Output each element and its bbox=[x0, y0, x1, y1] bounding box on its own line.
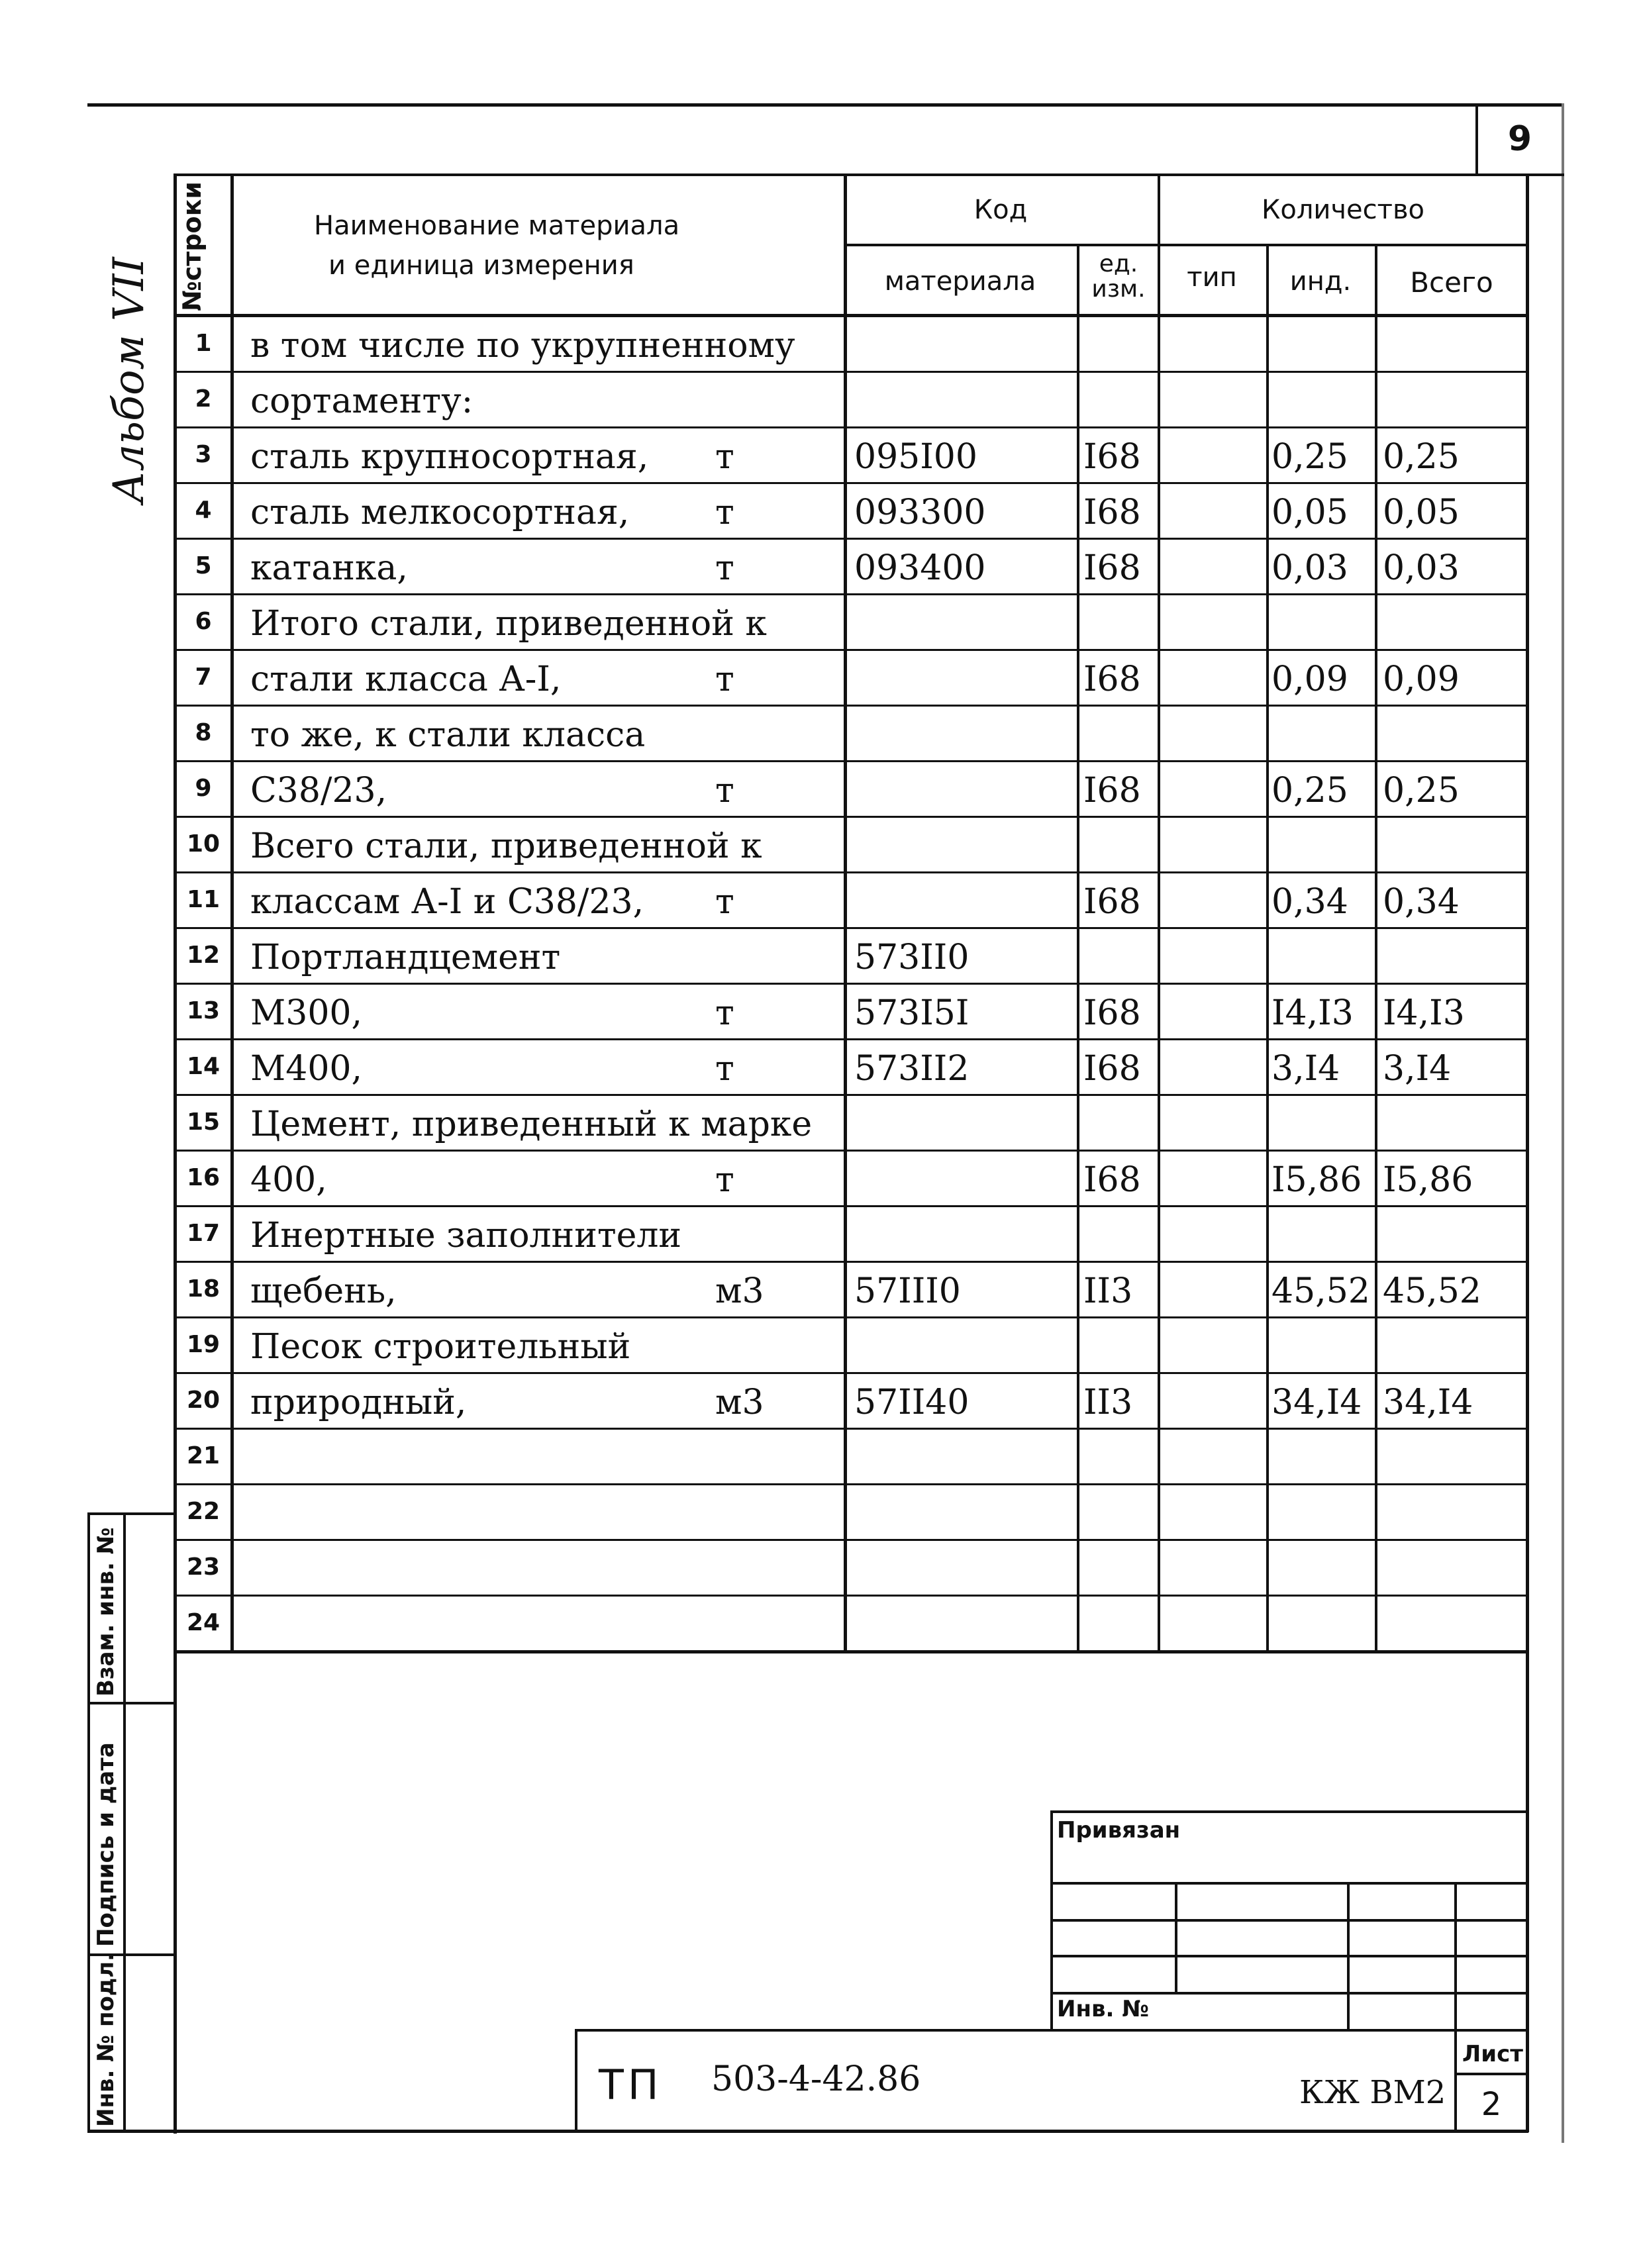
side-stamp-podpis: Подпись и дата bbox=[93, 1742, 119, 1947]
row-line bbox=[174, 871, 1526, 873]
row-line bbox=[174, 983, 1526, 985]
material-code: 573II2 bbox=[854, 1049, 970, 1089]
frame-bottom-line bbox=[87, 2130, 1528, 2133]
row-number: 6 bbox=[195, 608, 212, 635]
doc-code: КЖ ВМ2 bbox=[1299, 2074, 1446, 2111]
column-line bbox=[1158, 173, 1160, 1652]
header-code-unit: ед. изм. bbox=[1091, 250, 1146, 303]
header-bottom-line bbox=[174, 314, 1528, 317]
row-line bbox=[174, 482, 1526, 484]
row-line bbox=[174, 1650, 1526, 1653]
material-code: 573I5I bbox=[854, 993, 970, 1033]
material-unit: м3 bbox=[715, 1271, 764, 1311]
tp-number: 503-4-42.86 bbox=[711, 2059, 921, 2099]
header-top-line bbox=[174, 173, 1528, 176]
row-number: 12 bbox=[186, 942, 221, 969]
material-name: Песок строительный bbox=[250, 1327, 631, 1367]
privyazan-col2 bbox=[1347, 1882, 1350, 2032]
header-code-group: Код bbox=[973, 195, 1028, 225]
unit-code: I68 bbox=[1083, 882, 1141, 922]
material-name: С38/23, bbox=[250, 771, 387, 811]
side-stamp-left bbox=[87, 1512, 90, 2132]
album-label: Альбом VII bbox=[105, 257, 154, 503]
privyazan-top bbox=[1050, 1810, 1528, 1813]
row-number: 3 bbox=[195, 441, 212, 468]
qty-ind: 0,25 bbox=[1271, 437, 1348, 477]
row-line bbox=[174, 538, 1526, 540]
material-name: Итого стали, приведенной к bbox=[250, 604, 767, 644]
title-strip-top bbox=[575, 2029, 1528, 2032]
right-border-line bbox=[1562, 103, 1564, 2143]
header-subline bbox=[844, 244, 1528, 246]
header-name-line1: Наименование материала bbox=[314, 211, 680, 241]
column-line bbox=[230, 173, 234, 1652]
material-unit: т bbox=[715, 437, 734, 477]
row-number: 14 bbox=[186, 1053, 221, 1080]
material-name: Всего стали, приведенной к bbox=[250, 826, 762, 866]
row-number: 7 bbox=[195, 664, 212, 691]
material-unit: т bbox=[715, 993, 734, 1033]
column-line bbox=[844, 173, 847, 1652]
qty-total: 45,52 bbox=[1383, 1271, 1481, 1311]
column-line bbox=[1266, 244, 1269, 1652]
material-unit: т bbox=[715, 882, 734, 922]
qty-ind: 0,09 bbox=[1271, 660, 1348, 699]
material-code: 57III0 bbox=[854, 1271, 961, 1311]
row-number: 1 bbox=[195, 330, 212, 357]
unit-code: I68 bbox=[1083, 1160, 1141, 1200]
row-line bbox=[174, 649, 1526, 651]
material-name: сортаменту: bbox=[250, 381, 473, 421]
material-unit: т bbox=[715, 1049, 734, 1089]
column-line bbox=[1375, 244, 1377, 1652]
qty-ind: 34,I4 bbox=[1271, 1383, 1362, 1422]
material-code: 57II40 bbox=[854, 1383, 970, 1422]
material-unit: т bbox=[715, 548, 734, 588]
column-line bbox=[1077, 244, 1079, 1652]
row-line bbox=[174, 760, 1526, 762]
unit-code: I68 bbox=[1083, 493, 1141, 532]
header-code-material: материала bbox=[884, 266, 1036, 297]
inv-no-label: Инв. № bbox=[1057, 1996, 1150, 2022]
row-number: 19 bbox=[186, 1331, 221, 1358]
privyazan-col3 bbox=[1454, 1882, 1457, 1992]
unit-code: I68 bbox=[1083, 1049, 1141, 1089]
qty-total: 0,03 bbox=[1383, 548, 1460, 588]
row-number: 17 bbox=[186, 1220, 221, 1247]
material-name: сталь мелкосортная, bbox=[250, 493, 630, 532]
qty-ind: 0,03 bbox=[1271, 548, 1348, 588]
material-unit: т bbox=[715, 771, 734, 811]
qty-total: I4,I3 bbox=[1383, 993, 1465, 1033]
side-stamp-divider bbox=[123, 1512, 126, 2132]
qty-ind: 0,25 bbox=[1271, 771, 1348, 811]
material-code: 093300 bbox=[854, 493, 986, 532]
row-line bbox=[174, 371, 1526, 373]
qty-total: 3,I4 bbox=[1383, 1049, 1452, 1089]
qty-total: 0,09 bbox=[1383, 660, 1460, 699]
side-stamp-inv-podl: Инв. № подл. bbox=[93, 1952, 119, 2127]
row-number: 8 bbox=[195, 719, 212, 746]
header-qty-total: Всего bbox=[1410, 266, 1493, 299]
row-number: 16 bbox=[186, 1164, 221, 1191]
qty-total: 0,34 bbox=[1383, 882, 1460, 922]
title-strip-left bbox=[575, 2029, 577, 2132]
material-name: Инертные заполнители bbox=[250, 1216, 682, 1256]
row-number: 22 bbox=[186, 1498, 221, 1525]
unit-code: II3 bbox=[1083, 1271, 1133, 1311]
row-number: 15 bbox=[186, 1109, 221, 1136]
unit-code: I68 bbox=[1083, 993, 1141, 1033]
frame-right-line bbox=[1526, 173, 1529, 2132]
row-number: 13 bbox=[186, 997, 221, 1024]
qty-ind: I4,I3 bbox=[1271, 993, 1354, 1033]
material-unit: т bbox=[715, 1160, 734, 1200]
material-unit: т bbox=[715, 493, 734, 532]
sheet-label: Лист bbox=[1462, 2041, 1523, 2067]
material-name: стали класса А-I, bbox=[250, 660, 562, 699]
material-name: М400, bbox=[250, 1049, 363, 1089]
header-name-line2: и единица измерения bbox=[328, 250, 634, 281]
material-unit: т bbox=[715, 660, 734, 699]
row-line bbox=[174, 1038, 1526, 1040]
row-line bbox=[174, 1094, 1526, 1096]
row-line bbox=[174, 816, 1526, 818]
qty-total: 0,25 bbox=[1383, 771, 1460, 811]
qty-ind: 3,I4 bbox=[1271, 1049, 1340, 1089]
row-number: 9 bbox=[195, 775, 212, 802]
qty-ind: 45,52 bbox=[1271, 1271, 1370, 1311]
top-border-line bbox=[87, 103, 1564, 107]
row-number: 10 bbox=[186, 830, 221, 858]
row-number: 5 bbox=[195, 552, 212, 579]
side-stamp-sep1 bbox=[87, 1702, 176, 1704]
row-number: 21 bbox=[186, 1442, 221, 1469]
material-code: 093400 bbox=[854, 548, 986, 588]
side-stamp-top bbox=[87, 1512, 176, 1515]
qty-total: 34,I4 bbox=[1383, 1383, 1473, 1422]
material-name: щебень, bbox=[250, 1271, 397, 1311]
row-line bbox=[174, 1372, 1526, 1374]
material-name: сталь крупносортная, bbox=[250, 437, 649, 477]
row-line bbox=[174, 426, 1526, 428]
material-unit: м3 bbox=[715, 1383, 764, 1422]
material-name: природный, bbox=[250, 1383, 467, 1422]
side-stamp-vzam: Взам. инв. № bbox=[93, 1527, 119, 1697]
row-line bbox=[174, 593, 1526, 595]
privyazan-col1 bbox=[1175, 1882, 1177, 1992]
row-number: 2 bbox=[195, 385, 212, 413]
row-number: 11 bbox=[186, 886, 221, 913]
unit-code: I68 bbox=[1083, 548, 1141, 588]
row-number: 20 bbox=[186, 1387, 221, 1414]
material-name: 400, bbox=[250, 1160, 327, 1200]
material-name: Портландцемент bbox=[250, 938, 561, 977]
page-number: 9 bbox=[1507, 119, 1532, 159]
qty-total: 0,25 bbox=[1383, 437, 1460, 477]
header-row-no: №строки bbox=[177, 181, 207, 311]
row-number: 4 bbox=[195, 497, 212, 524]
qty-total: I5,86 bbox=[1383, 1160, 1473, 1200]
sheet-box-divider bbox=[1454, 2073, 1528, 2075]
row-number: 18 bbox=[186, 1275, 221, 1303]
material-name: классам А-I и С38/23, bbox=[250, 882, 644, 922]
unit-code: II3 bbox=[1083, 1383, 1133, 1422]
material-name: катанка, bbox=[250, 548, 408, 588]
row-number: 23 bbox=[186, 1553, 221, 1581]
unit-code: I68 bbox=[1083, 660, 1141, 699]
row-line bbox=[174, 1483, 1526, 1485]
row-line bbox=[174, 1595, 1526, 1597]
qty-ind: I5,86 bbox=[1271, 1160, 1362, 1200]
header-qty-group: Количество bbox=[1261, 195, 1424, 225]
sheet-number: 2 bbox=[1481, 2086, 1502, 2123]
material-name: то же, к стали класса bbox=[250, 715, 646, 755]
row-line bbox=[174, 927, 1526, 929]
qty-total: 0,05 bbox=[1383, 493, 1460, 532]
row-line bbox=[174, 1428, 1526, 1430]
unit-code: I68 bbox=[1083, 771, 1141, 811]
row-line bbox=[174, 1316, 1526, 1318]
row-line bbox=[174, 1539, 1526, 1541]
qty-ind: 0,34 bbox=[1271, 882, 1348, 922]
header-qty-ind: инд. bbox=[1289, 266, 1352, 297]
row-line bbox=[174, 1205, 1526, 1207]
header-qty-type: тип bbox=[1187, 262, 1237, 293]
row-number: 24 bbox=[186, 1609, 221, 1636]
row-line bbox=[174, 1150, 1526, 1152]
material-name: Цемент, приведенный к марке bbox=[250, 1105, 813, 1144]
tp-prefix: ТП bbox=[599, 2061, 663, 2109]
material-code: 573II0 bbox=[854, 938, 970, 977]
material-name: М300, bbox=[250, 993, 363, 1033]
material-name: в том числе по укрупненному bbox=[250, 326, 795, 366]
qty-ind: 0,05 bbox=[1271, 493, 1348, 532]
unit-code: I68 bbox=[1083, 437, 1141, 477]
row-line bbox=[174, 705, 1526, 707]
privyazan-label: Привязан bbox=[1057, 1817, 1181, 1844]
material-code: 095I00 bbox=[854, 437, 977, 477]
row-line bbox=[174, 1261, 1526, 1263]
